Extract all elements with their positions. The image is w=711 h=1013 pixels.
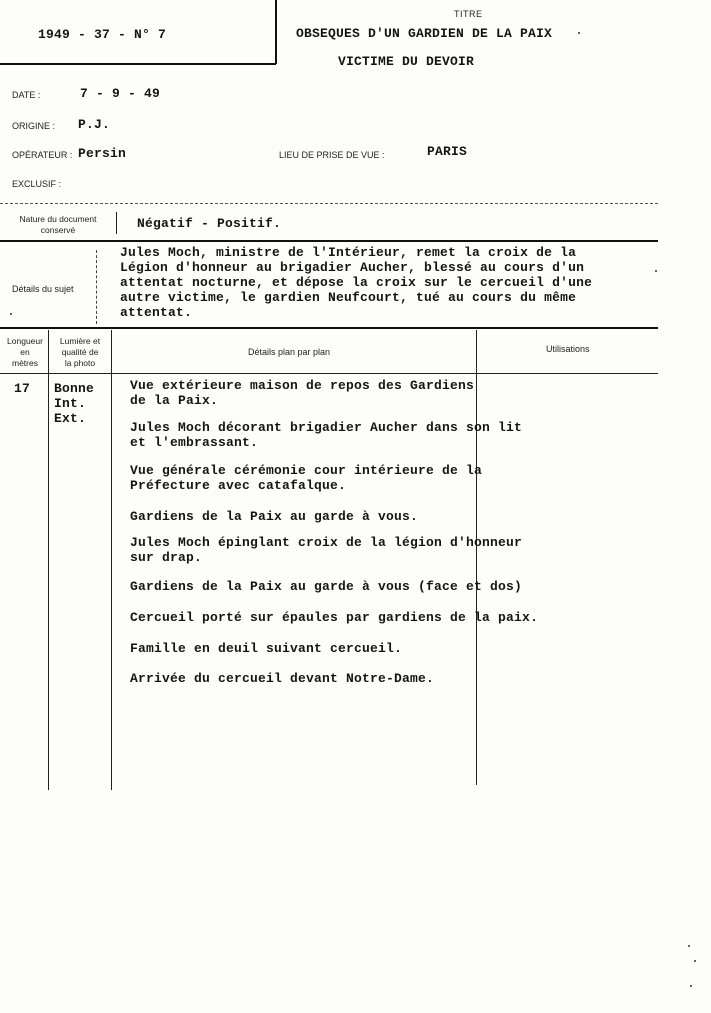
col-longueur-header: Longueur en mètres [7,336,43,368]
col-divider-2 [111,330,112,790]
nature-value: Négatif - Positif. [137,216,282,231]
ref-box-right-border [275,0,277,64]
lumiere-values [54,381,94,426]
scan-speck [655,270,657,272]
scan-speck [578,32,580,34]
details-label: Détails du sujet [12,284,74,294]
lieu-value: PARIS [427,144,468,159]
col-utilisations-header: Utilisations [546,344,590,354]
shot-entry: Jules Moch épinglant croix de la légion d'honneur sur drap. [130,535,523,565]
nature-divider [116,212,117,234]
date-label: DATE : [12,90,41,100]
table-top-border [0,327,658,329]
separator-line [0,203,658,204]
shot-entry: Cercueil porté sur épaules par gardiens de la paix. [130,610,539,625]
nature-label: Nature du document conservé [19,214,97,235]
scan-speck [690,985,692,987]
table-header-bottom-border [0,373,658,374]
reference-number: 1949 - 37 - N° 7 [38,27,167,42]
scan-speck [694,960,696,962]
ref-box-bottom-border [0,63,276,65]
lumiere-value: Bonne [54,381,95,396]
details-line: attentat. [120,305,193,320]
details-line: attentat nocturne, et dépose la croix sur le cercueil d'une [120,275,593,290]
shot-entry: Vue extérieure maison de repos des Gardiens de la Paix. [130,378,475,408]
operateur-value: Persin [78,146,127,161]
col-lumiere-header: Lumière et qualité de la photo [59,336,101,368]
shot-entry: Arrivée du cercueil devant Notre-Dame. [130,671,435,686]
origine-label: ORIGINE : [12,121,56,131]
details-line: Jules Moch, ministre de l'Intérieur, remet la croix de la [120,245,577,260]
nature-bottom-border [0,240,658,242]
details-line: Légion d'honneur au brigadier Aucher, blessé au cours d'un [120,260,585,275]
col-details-header: Détails plan par plan [248,347,331,357]
details-line: autre victime, le gardien Neufcourt, tué au cours du même [120,290,577,305]
details-text [120,245,592,320]
scan-speck [10,313,12,315]
date-value: 7 - 9 - 49 [80,86,161,101]
scan-speck [688,945,690,947]
exclusif-label: EXCLUSIF : [12,179,62,189]
shot-entry: Famille en deuil suivant cercueil. [130,641,403,656]
operateur-label: OPÉRATEUR : [12,150,73,160]
titre-label: TITRE [454,9,483,19]
titre-line-1: OBSEQUES D'UN GARDIEN DE LA PAIX [296,26,553,41]
shot-entry: Jules Moch décorant brigadier Aucher dans son lit et l'embrassant. [130,420,523,450]
details-divider [96,250,97,324]
longueur-value: 17 [14,381,31,396]
col-divider-1 [48,330,49,790]
shot-entry: Gardiens de la Paix au garde à vous. [130,509,419,524]
shot-entry: Gardiens de la Paix au garde à vous (face et dos) [130,579,523,594]
lumiere-value: Ext. [54,411,87,426]
lumiere-value: Int. [54,396,87,411]
lieu-label: LIEU DE PRISE DE VUE : [279,150,385,160]
titre-line-2: VICTIME DU DEVOIR [338,54,475,69]
shot-entry: Vue générale cérémonie cour intérieure de la Préfecture avec catafalque. [130,463,483,493]
origine-value: P.J. [78,117,111,132]
